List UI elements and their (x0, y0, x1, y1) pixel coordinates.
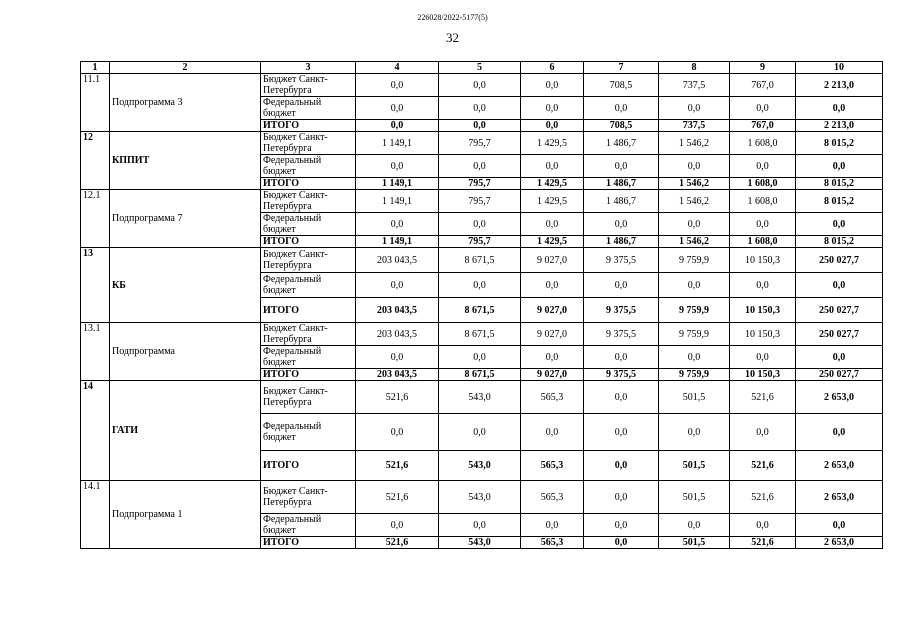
year-value: 737,5 (659, 74, 730, 97)
year-value: 9 759,9 (659, 323, 730, 346)
year-value: 0,0 (730, 414, 796, 451)
year-value: 0,0 (521, 213, 584, 236)
year-value: 795,7 (439, 236, 521, 248)
year-value: 0,0 (659, 97, 730, 120)
funding-source: Федеральный бюджет (261, 213, 356, 236)
header-cell: 7 (584, 62, 659, 74)
total-value: 0,0 (796, 414, 883, 451)
table-body (81, 74, 883, 549)
year-value: 767,0 (730, 120, 796, 132)
funding-source: Федеральный бюджет (261, 346, 356, 369)
year-value: 9 375,5 (584, 369, 659, 381)
year-value: 10 150,3 (730, 323, 796, 346)
year-value: 521,6 (730, 537, 796, 549)
year-value: 521,6 (730, 481, 796, 514)
header-cell: 1 (81, 62, 110, 74)
year-value: 1 486,7 (584, 178, 659, 190)
year-value: 1 608,0 (730, 190, 796, 213)
year-value: 1 486,7 (584, 236, 659, 248)
total-value: 2 653,0 (796, 481, 883, 514)
year-value: 565,3 (521, 537, 584, 549)
total-value: 250 027,7 (796, 323, 883, 346)
table-row (81, 190, 883, 213)
year-value: 521,6 (356, 481, 439, 514)
year-value: 8 671,5 (439, 248, 521, 273)
year-value: 543,0 (439, 381, 521, 414)
year-value: 737,5 (659, 120, 730, 132)
total-value: 250 027,7 (796, 369, 883, 381)
year-value: 1 149,1 (356, 178, 439, 190)
header-cell: 8 (659, 62, 730, 74)
year-value: 0,0 (584, 97, 659, 120)
year-value: 8 671,5 (439, 298, 521, 323)
year-value: 203 043,5 (356, 298, 439, 323)
year-value: 0,0 (356, 97, 439, 120)
year-value: 0,0 (439, 514, 521, 537)
year-value: 9 375,5 (584, 323, 659, 346)
year-value: 521,6 (730, 451, 796, 481)
year-value: 0,0 (439, 213, 521, 236)
year-value: 1 608,0 (730, 236, 796, 248)
year-value: 501,5 (659, 481, 730, 514)
table-row (81, 132, 883, 155)
total-value: 0,0 (796, 514, 883, 537)
year-value: 0,0 (584, 514, 659, 537)
funding-source: Бюджет Санкт-Петербурга (261, 323, 356, 346)
program-name: Подпрограмма 7 (110, 190, 261, 248)
year-value: 1 429,5 (521, 236, 584, 248)
year-value: 521,6 (356, 381, 439, 414)
year-value: 543,0 (439, 537, 521, 549)
total-value: 2 653,0 (796, 451, 883, 481)
program-name: КБ (110, 248, 261, 323)
year-value: 0,0 (730, 155, 796, 178)
year-value: 0,0 (584, 213, 659, 236)
year-value: 0,0 (521, 155, 584, 178)
year-value: 1 546,2 (659, 132, 730, 155)
year-value: 0,0 (584, 451, 659, 481)
year-value: 9 759,9 (659, 298, 730, 323)
total-value: 2 213,0 (796, 120, 883, 132)
total-label: ИТОГО (261, 369, 356, 381)
year-value: 521,6 (730, 381, 796, 414)
total-label: ИТОГО (261, 178, 356, 190)
year-value: 501,5 (659, 537, 730, 549)
total-value: 0,0 (796, 273, 883, 298)
header-cell: 2 (110, 62, 261, 74)
total-label: ИТОГО (261, 537, 356, 549)
total-value: 2 653,0 (796, 537, 883, 549)
header-cell: 3 (261, 62, 356, 74)
total-value: 2 213,0 (796, 74, 883, 97)
funding-source: Бюджет Санкт-Петербурга (261, 74, 356, 97)
year-value: 0,0 (521, 414, 584, 451)
year-value: 795,7 (439, 190, 521, 213)
year-value: 521,6 (356, 537, 439, 549)
year-value: 0,0 (356, 273, 439, 298)
year-value: 0,0 (439, 414, 521, 451)
year-value: 1 486,7 (584, 132, 659, 155)
total-value: 0,0 (796, 346, 883, 369)
year-value: 0,0 (659, 213, 730, 236)
year-value: 0,0 (584, 481, 659, 514)
year-value: 203 043,5 (356, 369, 439, 381)
year-value: 543,0 (439, 481, 521, 514)
year-value: 0,0 (521, 74, 584, 97)
row-number: 13 (81, 248, 110, 323)
year-value: 9 027,0 (521, 323, 584, 346)
header-cell: 4 (356, 62, 439, 74)
total-value: 8 015,2 (796, 190, 883, 213)
budget-table (80, 61, 883, 549)
program-name: ГАТИ (110, 381, 261, 481)
header-cell: 10 (796, 62, 883, 74)
year-value: 0,0 (584, 273, 659, 298)
year-value: 708,5 (584, 120, 659, 132)
year-value: 10 150,3 (730, 298, 796, 323)
year-value: 565,3 (521, 481, 584, 514)
year-value: 0,0 (730, 514, 796, 537)
year-value: 0,0 (659, 273, 730, 298)
year-value: 0,0 (356, 414, 439, 451)
row-number: 13.1 (81, 323, 110, 381)
row-number: 14 (81, 381, 110, 481)
year-value: 0,0 (439, 346, 521, 369)
year-value: 1 149,1 (356, 236, 439, 248)
total-value: 8 015,2 (796, 236, 883, 248)
row-number: 12 (81, 132, 110, 190)
year-value: 1 486,7 (584, 190, 659, 213)
year-value: 9 375,5 (584, 248, 659, 273)
year-value: 0,0 (521, 514, 584, 537)
year-value: 708,5 (584, 74, 659, 97)
total-value: 0,0 (796, 97, 883, 120)
year-value: 8 671,5 (439, 323, 521, 346)
table-row (81, 74, 883, 97)
year-value: 0,0 (356, 213, 439, 236)
year-value: 9 027,0 (521, 369, 584, 381)
funding-source: Федеральный бюджет (261, 273, 356, 298)
total-label: ИТОГО (261, 120, 356, 132)
year-value: 1 429,5 (521, 190, 584, 213)
program-name: Подпрограмма 3 (110, 74, 261, 132)
year-value: 0,0 (521, 273, 584, 298)
table-row (81, 323, 883, 346)
funding-source: Федеральный бюджет (261, 414, 356, 451)
year-value: 0,0 (439, 155, 521, 178)
year-value: 0,0 (521, 120, 584, 132)
year-value: 203 043,5 (356, 248, 439, 273)
table-row (81, 381, 883, 414)
header-cell: 9 (730, 62, 796, 74)
year-value: 565,3 (521, 451, 584, 481)
header-cell: 6 (521, 62, 584, 74)
year-value: 0,0 (439, 120, 521, 132)
total-value: 2 653,0 (796, 381, 883, 414)
year-value: 10 150,3 (730, 369, 796, 381)
row-number: 14.1 (81, 481, 110, 549)
year-value: 0,0 (439, 97, 521, 120)
year-value: 0,0 (356, 346, 439, 369)
year-value: 9 759,9 (659, 248, 730, 273)
year-value: 0,0 (356, 120, 439, 132)
year-value: 9 027,0 (521, 298, 584, 323)
year-value: 0,0 (521, 97, 584, 120)
year-value: 1 546,2 (659, 178, 730, 190)
year-value: 0,0 (584, 346, 659, 369)
year-value: 0,0 (730, 213, 796, 236)
total-value: 0,0 (796, 155, 883, 178)
funding-source: Федеральный бюджет (261, 155, 356, 178)
year-value: 795,7 (439, 132, 521, 155)
total-label: ИТОГО (261, 236, 356, 248)
total-value: 8 015,2 (796, 178, 883, 190)
total-value: 250 027,7 (796, 248, 883, 273)
header-row (81, 62, 883, 74)
year-value: 0,0 (356, 514, 439, 537)
total-value: 0,0 (796, 213, 883, 236)
table-row (81, 481, 883, 514)
funding-source: Бюджет Санкт-Петербурга (261, 481, 356, 514)
year-value: 1 429,5 (521, 132, 584, 155)
funding-source: Бюджет Санкт-Петербурга (261, 381, 356, 414)
header-cell: 5 (439, 62, 521, 74)
year-value: 0,0 (584, 537, 659, 549)
year-value: 501,5 (659, 381, 730, 414)
year-value: 0,0 (584, 155, 659, 178)
year-value: 543,0 (439, 451, 521, 481)
year-value: 795,7 (439, 178, 521, 190)
year-value: 0,0 (659, 346, 730, 369)
year-value: 0,0 (659, 514, 730, 537)
year-value: 1 149,1 (356, 132, 439, 155)
row-number: 12.1 (81, 190, 110, 248)
program-name: Подпрограмма 1 (110, 481, 261, 549)
total-value: 250 027,7 (796, 298, 883, 323)
year-value: 8 671,5 (439, 369, 521, 381)
total-label: ИТОГО (261, 451, 356, 481)
total-value: 8 015,2 (796, 132, 883, 155)
year-value: 0,0 (584, 381, 659, 414)
year-value: 9 027,0 (521, 248, 584, 273)
total-label: ИТОГО (261, 298, 356, 323)
year-value: 203 043,5 (356, 323, 439, 346)
year-value: 0,0 (659, 414, 730, 451)
year-value: 0,0 (439, 74, 521, 97)
year-value: 521,6 (356, 451, 439, 481)
year-value: 0,0 (659, 155, 730, 178)
year-value: 1 608,0 (730, 178, 796, 190)
row-number: 11.1 (81, 74, 110, 132)
year-value: 9 375,5 (584, 298, 659, 323)
year-value: 9 759,9 (659, 369, 730, 381)
program-name: Подпрограмма (110, 323, 261, 381)
year-value: 0,0 (356, 155, 439, 178)
funding-source: Федеральный бюджет (261, 97, 356, 120)
year-value: 1 149,1 (356, 190, 439, 213)
funding-source: Бюджет Санкт-Петербурга (261, 248, 356, 273)
year-value: 1 546,2 (659, 190, 730, 213)
year-value: 1 429,5 (521, 178, 584, 190)
funding-source: Федеральный бюджет (261, 514, 356, 537)
year-value: 0,0 (521, 346, 584, 369)
year-value: 0,0 (439, 273, 521, 298)
funding-source: Бюджет Санкт-Петербурга (261, 132, 356, 155)
year-value: 1 546,2 (659, 236, 730, 248)
year-value: 0,0 (730, 97, 796, 120)
year-value: 501,5 (659, 451, 730, 481)
year-value: 0,0 (730, 346, 796, 369)
year-value: 565,3 (521, 381, 584, 414)
program-name: КППИТ (110, 132, 261, 190)
year-value: 0,0 (356, 74, 439, 97)
year-value: 1 608,0 (730, 132, 796, 155)
funding-source: Бюджет Санкт-Петербурга (261, 190, 356, 213)
table-row (81, 248, 883, 273)
year-value: 10 150,3 (730, 248, 796, 273)
year-value: 0,0 (730, 273, 796, 298)
document-id: 226028/2022-5177(5) (417, 13, 488, 22)
year-value: 767,0 (730, 74, 796, 97)
page-number: 32 (446, 30, 459, 45)
year-value: 0,0 (584, 414, 659, 451)
